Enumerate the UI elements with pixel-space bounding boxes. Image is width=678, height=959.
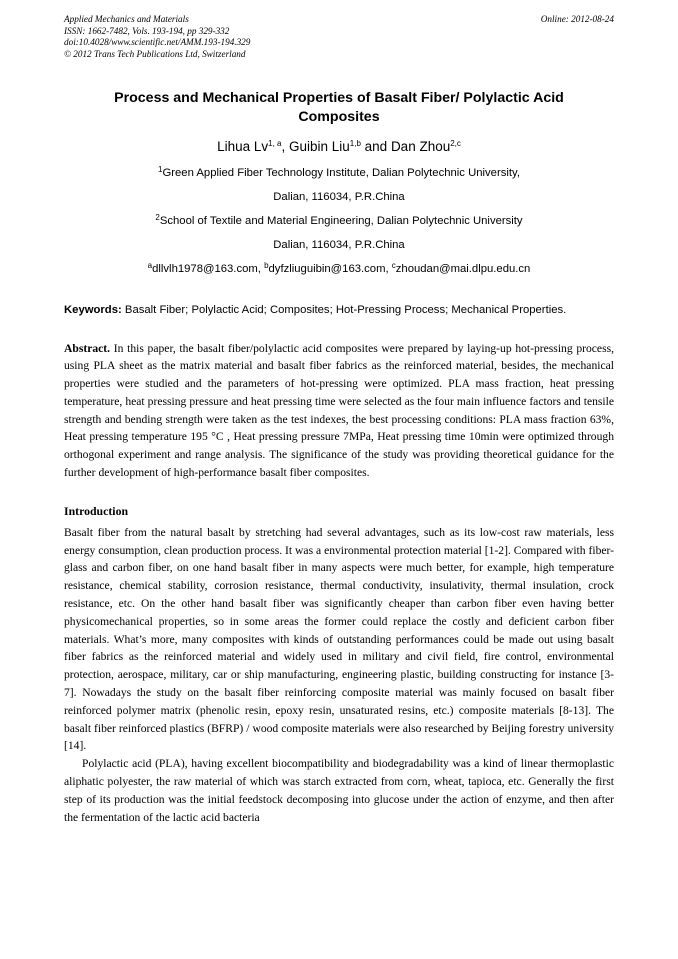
author-separator: and	[360, 139, 391, 154]
author-name: Guibin Liu	[288, 139, 350, 154]
journal-header	[64, 14, 614, 60]
introduction-body	[64, 524, 614, 827]
affiliations	[64, 161, 614, 281]
author-separator: ,	[281, 139, 289, 154]
affiliation-superscript: 1	[158, 165, 163, 174]
email-superscript: a	[147, 261, 153, 270]
copyright-line: © 2012 Trans Tech Publications Ltd, Switzerland	[64, 48, 246, 59]
paper-page	[64, 14, 614, 826]
affiliation-text: School of Textile and Material Engineering, Dalian Polytechnic University	[159, 215, 523, 227]
author-superscript: 1, a	[268, 139, 282, 148]
journal-name: Applied Mechanics and Materials	[64, 14, 189, 24]
email-superscript: c	[391, 261, 396, 270]
affiliation-2-line-2: Dalian, 116034, P.R.China	[273, 239, 405, 251]
abstract-text: In this paper, the basalt fiber/polylactic acid composites were prepared by laying-up hot-pressing process, using PLA sheet as the matrix material and basalt fiber fabrics as the reinforced material, besides, the mechanical properties were studied and the parameters of hot-pressing were optimized. PLA mass fraction, heat pressing temperature, heat pressing pressure and heat pressing time were selected as the four main influence factors and tensile strength and bending strength were taken as the test indexes, the best processing conditions: PLA mass fraction 63%, Heat pressing temperature 195 °C , Heat pressing pressure 7MPa, Heat pressing time 10min were optimized through orthogonal experiment and range analysis. The significance of the study was providing theoretical guidance for the further development of high-performance basalt fiber composites.	[64, 341, 614, 480]
doi-line: doi:10.4028/www.scientific.net/AMM.193-194.329	[64, 37, 251, 47]
email-line	[64, 257, 614, 281]
keywords-block	[64, 302, 614, 319]
author-name: Lihua Lv	[217, 139, 269, 154]
keywords-text: Basalt Fiber; Polylactic Acid; Composites; Hot-Pressing Process; Mechanical Properties.	[124, 304, 567, 316]
online-date: Online: 2012-08-24	[540, 14, 614, 24]
keywords-label: Keywords:	[64, 304, 122, 316]
email-superscript: b	[264, 261, 269, 270]
issn-line: ISSN: 1662-7482, Vols. 193-194, pp 329-332	[64, 25, 230, 36]
introduction-heading: Introduction	[64, 503, 129, 518]
affiliation-text: Green Applied Fiber Technology Institute, Dalian Polytechnic University,	[162, 167, 520, 179]
email-c: zhoudan@mai.dlpu.edu.cn	[395, 263, 531, 275]
author-name: Dan Zhou	[390, 139, 451, 154]
introduction-paragraph-2: Polylactic acid (PLA), having excellent biocompatibility and biodegradability was a kind of linear thermoplastic aliphatic polyester, the raw material of which was starch extracted from corn, wheat, tapioca, etc. Generally the first step of its production was the initial feedstock decomposing into glucose under the action of enzyme, and then after the fermentation of the lactic acid bacteria	[64, 757, 614, 824]
email-a: dllvlh1978@163.com,	[152, 263, 265, 275]
paper-title: Process and Mechanical Properties of Basalt Fiber/ Polylactic Acid Composites	[114, 90, 564, 125]
affiliation-2-line-1	[64, 209, 614, 233]
author-superscript: 2,c	[450, 139, 461, 148]
author-superscript: 1,b	[349, 139, 361, 148]
introduction-paragraph-1: Basalt fiber from the natural basalt by stretching had several advantages, such as its low-cost raw materials, less energy consumption, clean production process. It was a environmental protection material [1-2]. Compared with fiber-glass and carbon fiber, on one hand basalt fiber in many aspects were much better, for example, high temperature resistance, chemical stability, corrosion resistance, thermal conductivity, insulativity, thermal insulation, crock resistance, etc. On the other hand basalt fiber was significantly cheaper than carbon fiber even having better physicomechanical properties, so in some areas the former could replace the costly and deficient carbon fiber materials. What’s more, many composites with kinds of outstanding performances could be made out using basalt fiber fabrics as the reinforced material and widely used in military and civil field, fire control, environmental protection, aerospace, military, car or ship manufacturing, engineering plastic, building constructing for instance [3-7]. Nowadays the study on the basalt fiber reinforcing composite material was mainly focused on basalt fiber reinforced polymer matrix (phenolic resin, epoxy resin, unsaturated resins, etc.) composite materials [8-13]. The basalt fiber reinforced plastics (BFRP) / wood composite materials were also researched by Beijing forestry university [14].	[64, 525, 614, 753]
affiliation-1-line-1	[64, 161, 614, 185]
author-list	[64, 137, 614, 157]
affiliation-superscript: 2	[155, 213, 160, 222]
abstract-label: Abstract.	[64, 341, 111, 355]
affiliation-1-line-2: Dalian, 116034, P.R.China	[273, 191, 405, 203]
email-b: dyfzliuguibin@163.com,	[268, 263, 392, 275]
abstract-block	[64, 340, 614, 482]
